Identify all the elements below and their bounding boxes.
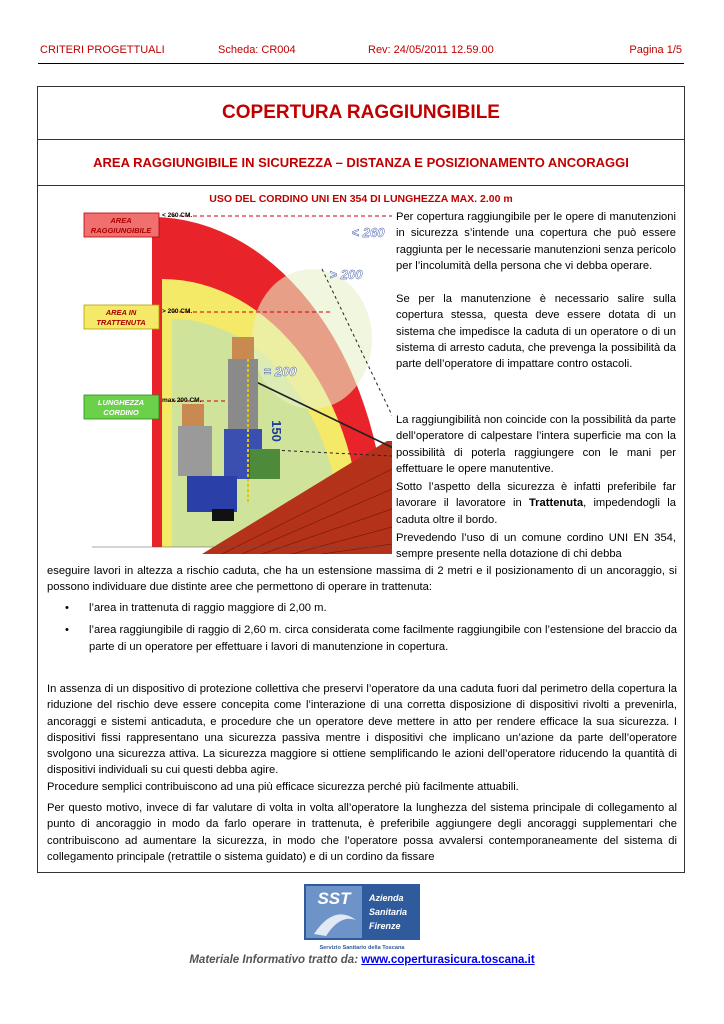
paragraph-aree: eseguire lavori in altezza a rischio caduta, che ha un estensione massima di 2 metri e il posizionamento di un ancoraggio, si possono individuare due distinte aree che permettono di operare in trattenuta: bbox=[47, 565, 677, 594]
logo-line3: Firenze bbox=[369, 921, 401, 931]
footer-label: Materiale Informativo tratto da: bbox=[189, 954, 359, 966]
intro-paragraph: Per copertura raggiungibile per le opere di manutenzioni in sicurezza s’intende una copertura che può essere raggiunta per le necessarie manutenzioni senza pericolo per l’incolumità della persona che vi debba operare. bbox=[396, 211, 676, 272]
label-cordino-line2: CORDINO bbox=[103, 408, 139, 417]
arc-value-260: < 260 bbox=[351, 225, 385, 240]
label-area-line2: RAGGIUNGIBILE bbox=[90, 226, 152, 235]
page-title: COPERTURA RAGGIUNGIBILE bbox=[38, 87, 684, 140]
content-box bbox=[37, 86, 685, 873]
section-subtitle: AREA RAGGIUNGIBILE IN SICUREZZA – DISTANZA E POSIZIONAMENTO ANCORAGGI bbox=[38, 140, 684, 186]
paragraph-procedure: Procedure semplici contribuiscono ad una più efficace sicurezza perché più facilmente attuabili. bbox=[47, 781, 519, 793]
list-item: • l’area in trattenuta di raggio maggiore di 2,00 m. bbox=[65, 602, 327, 614]
paragraph-motivo: Per questo motivo, invece di far valutare di volta in volta all’operatore la lunghezza del sistema principale di collegamento al punto di ancoraggio in modo da farlo operare in trattenuta, è preferibile aggiungere degli ancoraggi supplementari che contribuiscono ad aumentare la sicurezza, in modo che l’operatore possa avvalersi contemporaneamente del sistema di collegamento principale (retrattile o sistema guidato) e di un cordino da fissare bbox=[47, 802, 677, 863]
label-trattenuta-dist: > 200 CM. bbox=[162, 308, 193, 315]
logo-line1: Azienda bbox=[369, 893, 404, 903]
paragraph-trattenuta: Sotto l’aspetto della sicurezza è infatti preferibile far lavorare il lavoratore in Trattenuta, impedendogli la caduta oltre il bordo. bbox=[396, 481, 676, 526]
arc-value-200-out: > 200 bbox=[329, 267, 363, 282]
header-revision: Rev: 24/05/2011 12.59.00 bbox=[368, 44, 494, 56]
logo-line2: Sanitaria bbox=[369, 907, 408, 917]
header-divider bbox=[38, 63, 684, 64]
sst-logo bbox=[304, 884, 420, 952]
label-cordino-line1: LUNGHEZZA bbox=[97, 398, 145, 407]
arc-value-200-eq: = 200 bbox=[263, 364, 297, 379]
header-section: CRITERI PROGETTUALI bbox=[40, 44, 165, 56]
paragraph-protezione: In assenza di un dispositivo di protezione collettiva che preservi l’operatore da una caduta fuori dal perimetro della copertura la riduzione del rischio deve essere concepita come l’interazione di una corretta disposizione di dispositivi rivolti a prevenirla, ancoraggi e sistemi anticaduta, e procedure che un operatore deve mettere in atto per rendere efficace la sua sicurezza. I dispositivi fissi rappresentano una sicurezza passiva mentre i dispositivi che implicano un’azione da parte dell’operatore svolgono una sicurezza attiva. La sicurezza maggiore si ottiene semplificando le azioni dell’operatore riducendo la quantità di dispositivi individuali su cui questi debba agire. bbox=[47, 683, 677, 777]
label-trattenuta-line2: TRATTENUTA bbox=[96, 318, 146, 327]
bullet-list bbox=[47, 600, 677, 661]
label-area-dist: < 260 CM. bbox=[162, 212, 193, 219]
label-cordino-dist: max 200 CM. bbox=[162, 397, 202, 404]
header-page-number: Pagina 1/5 bbox=[629, 44, 682, 56]
reach-area-diagram bbox=[52, 209, 392, 554]
paragraph-raggiungibilita: La raggiungibilità non coincide con la possibilità da parte dell’operatore di calpestare l’intera superficie ma con la possibilità di poterla raggiungere con le mani per effettuare le opere manutentive. bbox=[396, 414, 676, 475]
logo-acronym: SST bbox=[317, 889, 351, 908]
figure-title: USO DEL CORDINO UNI EN 354 DI LUNGHEZZA MAX. 2.00 m bbox=[209, 193, 513, 205]
label-trattenuta-line1: AREA IN bbox=[105, 308, 137, 317]
paragraph-salire: Se per la manutenzione è necessario salire sulla copertura stessa, questa deve essere dotata di un sistema che impedisce la caduta di un operatore o di un sistema di arresto caduta, che prevenga la possibilità da parte dell’operatore di impattare contro ostacoli. bbox=[396, 293, 676, 371]
footer-link[interactable]: www.coperturasicura.toscana.it bbox=[361, 954, 535, 966]
page-header bbox=[40, 44, 682, 60]
paragraph-cordino: Prevedendo l’uso di un comune cordino UNI EN 354, sempre presente nella dotazione di chi debba bbox=[396, 532, 676, 561]
label-area-line1: AREA bbox=[110, 216, 132, 225]
page-footer bbox=[0, 954, 724, 966]
trattenuta-emphasis: Trattenuta bbox=[528, 497, 584, 510]
height-value-150: 150 bbox=[269, 420, 284, 442]
logo-caption: Servizio Sanitario della Toscana bbox=[319, 945, 405, 951]
list-item: • l’area raggiungibile di raggio di 2,60 m. circa considerata come facilmente raggiungibile con l’estensione del braccio da parte di un operatore per effettuare i lavori di manutenzione in copertura. bbox=[65, 624, 677, 653]
header-sheet: Scheda: CR004 bbox=[218, 44, 296, 56]
